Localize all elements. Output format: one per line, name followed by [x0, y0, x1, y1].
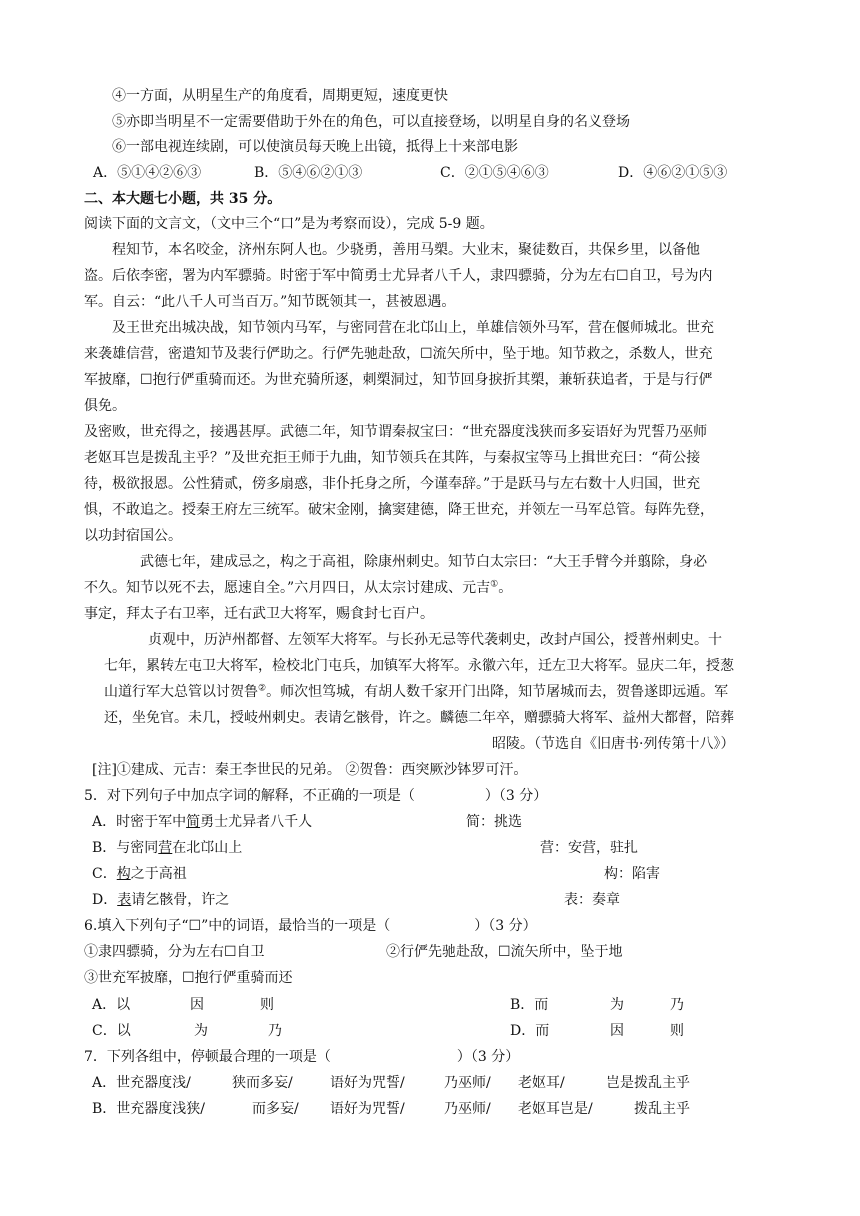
q5-gloss-d: 表：奏章 [564, 892, 620, 908]
passage-line: 不久。知节以死不去，愿速自全。”六月四日，从太宗讨建成、元吉①。 [84, 579, 513, 596]
q7-option-a-seg: 语好为咒誓/ [330, 1075, 405, 1091]
q7-option-b-seg: 拨乱主乎 [634, 1101, 690, 1117]
passage-line: 程知节，本名咬金，济州东阿人也。少骁勇，善用马槊。大业末，聚徒数百，共保乡里，以备他 [112, 242, 700, 258]
q6-option-c-2: 为 [194, 1023, 208, 1039]
section-heading: 二、本大题七小题，共 35 分。 [84, 191, 282, 207]
q7-option-a-seg: 岂是拨乱主乎 [606, 1075, 690, 1091]
q5-gloss-a: 简：挑选 [466, 814, 522, 830]
q5-gloss-c: 构：陷害 [604, 866, 660, 882]
q7-option-b-seg: 老妪耳岂是/ [518, 1101, 593, 1117]
passage-line: 惧，不敢追之。授秦王府左三统军。破宋金刚，擒窦建德，降王世充，并领左一马军总管。每阵先登， [84, 502, 714, 518]
q6-stem: 6.填入下列句子“☐”中的词语，最恰当的一项是（ ）（3 分） [84, 918, 537, 934]
passage-line: 及密败，世充得之，接遇甚厚。武德二年，知节谓秦叔宝曰：“世充器度浅狭而多妄语好为咒誓乃巫师 [84, 424, 708, 440]
footnote-mark: ② [258, 683, 267, 694]
q5-option-a: A．时密于军中简勇士尤异者八千人 [92, 814, 313, 830]
choice-c: C．②①⑤④⑥③ [440, 165, 549, 181]
passage-line: 军。自云：“此八千人可当百万。”知节既领其一，甚被恩遇。 [84, 294, 456, 310]
passage-line: 俱免。 [84, 398, 126, 414]
q6-option-d-2: 因 [610, 1023, 624, 1039]
q7-option-a-seg: 乃巫师/ [444, 1075, 491, 1091]
footnote: [注]①建成、元吉：秦王李世民的兄弟。 ②贺鲁：西突厥沙钵罗可汗。 [92, 762, 528, 778]
q6-option-b-2: 为 [610, 997, 624, 1013]
q7-option-b: B．世充器度浅狭/ [92, 1101, 206, 1117]
q6-sentence-3: ③世充军披靡，☐抱行俨重骑而还 [84, 970, 293, 986]
choice-b: B．⑤④⑥②①③ [254, 165, 363, 181]
passage-line: 军披靡，☐抱行俨重骑而还。为世充骑所逐，刺槊洞过，知节回身捩折其槊，兼斩获追者，于是与行俨 [84, 372, 713, 388]
q5-gloss-b: 营：安营，驻扎 [540, 840, 638, 856]
q5-option-d: D．表请乞骸骨，许之 [92, 892, 230, 908]
q6-option-a-3: 则 [260, 997, 274, 1013]
passage-line: 及王世充出城决战，知节领内马军，与密同营在北邙山上，单雄信领外马军，营在偃师城北。世充 [112, 320, 714, 336]
q7-option-b-seg: 而多妄/ [252, 1101, 299, 1117]
footnote-mark: ① [490, 579, 499, 590]
q6-option-a-2: 因 [190, 997, 204, 1013]
passage-line: 以功封宿国公。 [84, 528, 182, 544]
passage-line: 待，极欲报恩。公性猜贰，傍多扇惑，非仆托身之所，今谨奉辞。”于是跃马与左右数十人归国，世充 [84, 476, 701, 492]
choice-a: A．⑤①④②⑥③ [93, 165, 202, 181]
q7-option-a-seg: 老妪耳/ [518, 1075, 565, 1091]
q7-option-b-seg: 语好为咒誓/ [330, 1101, 405, 1117]
q7-stem: 7．下列各组中，停顿最合理的一项是（ ）（3 分） [84, 1049, 520, 1065]
q7-option-a-seg: 狭而多妄/ [232, 1075, 293, 1091]
q6-option-c-3: 乃 [268, 1023, 282, 1039]
q6-option-a: A．以 [92, 997, 131, 1013]
choice-d: D．④⑥②①⑤③ [618, 165, 728, 181]
q5-stem: 5．对下列句子中加点字词的解释，不正确的一项是（ ）（3 分） [84, 788, 548, 804]
passage-line: 还，坐免官。未几，授岐州刺史。表请乞骸骨，许之。麟德二年卒，赠骠骑大将军、益州大都督，陪葬 [104, 710, 734, 726]
q5-option-b: B．与密同营在北邙山上 [92, 840, 243, 856]
q6-option-d: D．而 [510, 1023, 550, 1039]
passage-line: 来袭雄信营，密遣知节及裴行俨助之。行俨先驰赴敌，☐流矢所中，坠于地。知节救之，杀数人，世充 [84, 346, 713, 362]
q6-option-b: B．而 [510, 997, 549, 1013]
section-intro: 阅读下面的文言文，（文中三个“口”是为考察而设），完成 5-9 题。 [84, 216, 494, 232]
q5-option-c: C．构之于高祖 [92, 866, 187, 882]
option-5: ⑤亦即当明星不一定需要借助于外在的角色，可以直接登场，以明星自身的名义登场 [112, 114, 630, 130]
option-4: ④一方面，从明星生产的角度看，周期更短，速度更快 [112, 88, 448, 104]
passage-line: 事定，拜太子右卫率，迁右武卫大将军，赐食封七百户。 [84, 606, 434, 622]
source-citation: 昭陵。（节选自《旧唐书·列传第十八》） [492, 736, 735, 752]
option-6: ⑥一部电视连续剧，可以使演员每天晚上出镜，抵得上十来部电影 [112, 139, 518, 155]
q6-option-d-3: 则 [670, 1023, 684, 1039]
q6-option-c: C．以 [92, 1023, 131, 1039]
passage-line: 老妪耳岂是拨乱主乎？”及世充拒王师于九曲，知节领兵在其阵，与秦叔宝等马上揖世充曰：“荷公接 [84, 450, 701, 466]
passage-line: 盗。后依李密，署为内军骠骑。时密于军中简勇士尤异者八千人，隶四骠骑，分为左右☐自卫，号为内 [84, 268, 713, 284]
q7-option-a: A．世充器度浅/ [92, 1075, 191, 1091]
passage-line: 七年，累转左屯卫大将军，检校北门屯兵，加镇军大将军。永徽六年，迁左卫大将军。显庆二年，授葱 [104, 658, 734, 674]
passage-line: 贞观中，历泸州都督、左领军大将军。与长孙无忌等代袭刺史，改封卢国公，授普州刺史。十 [148, 632, 722, 648]
q6-option-b-3: 乃 [670, 997, 684, 1013]
passage-line: 武德七年，建成忌之，构之于高祖，除康州刺史。知节白太宗曰：“大王手臂今并翦除，身必 [140, 554, 708, 570]
passage-line: 山道行军大总管以讨贺鲁②。师次怛笃城，有胡人数千家开门出降，知节屠城而去，贺鲁遂即远遁。军 [104, 683, 729, 700]
q6-sentence-1: ①隶四骠骑，分为左右☐自卫 [84, 944, 265, 960]
q7-option-b-seg: 乃巫师/ [444, 1101, 491, 1117]
q6-sentence-2: ②行俨先驰赴敌，☐流矢所中，坠于地 [386, 944, 623, 960]
